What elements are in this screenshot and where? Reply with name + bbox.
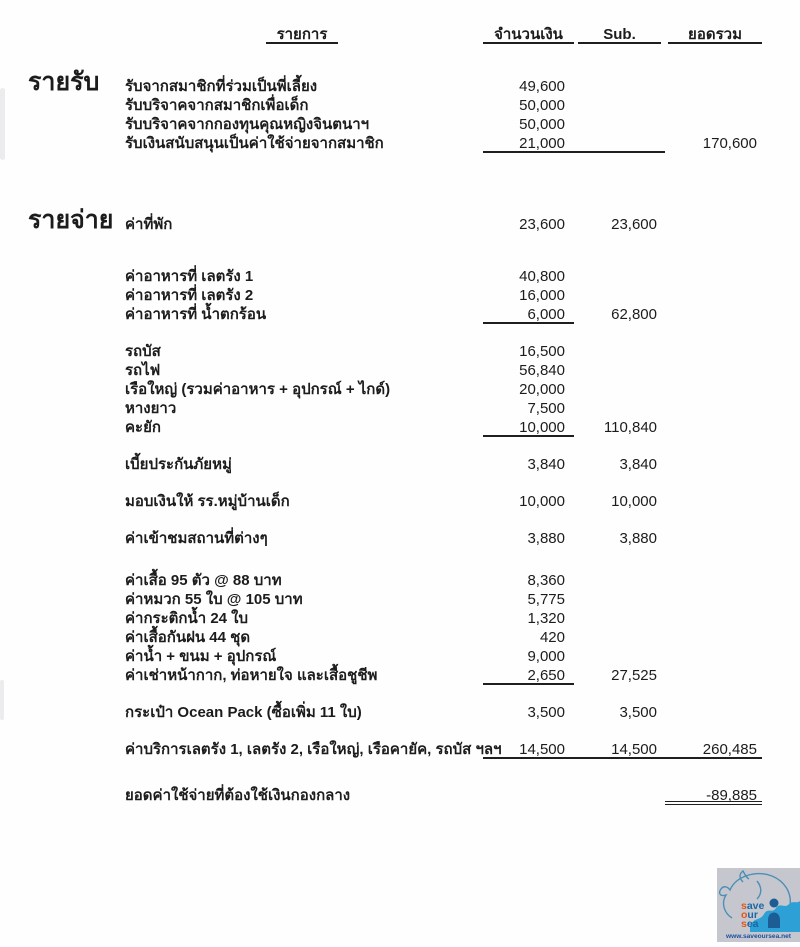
amount-cell xyxy=(483,786,574,805)
amount-cell: 6,000 xyxy=(483,305,574,324)
row-group xyxy=(0,455,800,474)
total-cell xyxy=(665,96,762,115)
sub-cell: 27,525 xyxy=(611,667,657,684)
table-row xyxy=(0,455,800,474)
amount-cell: 21,000 xyxy=(483,134,574,153)
amount-cell: 2,650 xyxy=(483,666,574,685)
total-cell: 260,485 xyxy=(665,740,762,759)
amount-cell: 7,500 xyxy=(527,400,565,417)
table-row xyxy=(0,215,800,234)
item-label: มอบเงินให้ รร.หมู่บ้านเด็ก xyxy=(125,493,290,510)
section-title: รายจ่าย xyxy=(28,206,114,234)
column-header-items: รายการ xyxy=(266,25,338,44)
sheet-section xyxy=(0,68,800,153)
sub-cell xyxy=(574,590,665,609)
sub-cell: 3,500 xyxy=(619,704,657,721)
total-cell xyxy=(665,609,762,628)
item-label: เรือใหญ่ (รวมค่าอาหาร + อุปกรณ์ + ไกด์) xyxy=(125,381,391,398)
sheet-section xyxy=(0,206,800,805)
row-group xyxy=(0,529,800,548)
row-group xyxy=(0,703,800,722)
total-cell xyxy=(665,529,762,548)
amount-cell: 420 xyxy=(539,629,565,646)
total-cell xyxy=(665,115,762,134)
table-row xyxy=(0,77,800,96)
item-label: ค่าอาหารที่ น้ำตกร้อน xyxy=(125,306,267,323)
table-row xyxy=(0,342,800,361)
sub-cell xyxy=(574,609,665,628)
sub-cell: 110,840 xyxy=(603,419,657,436)
section-title: รายรับ xyxy=(28,68,100,96)
sub-cell: 10,000 xyxy=(611,493,657,510)
sections-root xyxy=(0,68,800,805)
row-group xyxy=(0,740,800,759)
svg-text:our: our xyxy=(741,909,758,921)
table-row xyxy=(0,590,800,609)
item-label: รับบริจาคจากสมาชิกเพื่อเด็ก xyxy=(125,97,309,114)
table-row xyxy=(0,286,800,305)
amount-cell: 10,000 xyxy=(519,493,565,510)
sub-cell xyxy=(574,786,665,805)
section-groups xyxy=(0,215,800,805)
table-row xyxy=(0,361,800,380)
table-row xyxy=(0,703,800,722)
total-cell xyxy=(665,418,762,437)
table-row xyxy=(0,529,800,548)
row-group xyxy=(0,267,800,324)
item-label: คะยัก xyxy=(125,419,161,436)
table-row xyxy=(0,305,800,324)
sub-cell: 3,840 xyxy=(619,456,657,473)
sub-cell: 14,500 xyxy=(574,740,665,759)
sub-cell xyxy=(574,628,665,647)
sub-cell xyxy=(574,399,665,418)
amount-cell: 50,000 xyxy=(519,116,565,133)
item-label: ค่าเสื้อ 95 ตัว @ 88 บาท xyxy=(125,572,282,589)
table-row xyxy=(0,267,800,286)
total-cell xyxy=(665,571,762,590)
sub-cell xyxy=(574,380,665,399)
table-row xyxy=(0,96,800,115)
item-label: ค่าเสื้อกันฝน 44 ชุด xyxy=(125,629,251,646)
item-label: ค่าน้ำ + ขนม + อุปกรณ์ xyxy=(125,648,277,665)
table-row xyxy=(0,571,800,590)
total-cell xyxy=(665,215,762,234)
table-row xyxy=(0,609,800,628)
column-header-sub: Sub. xyxy=(578,25,661,44)
total-cell xyxy=(665,647,762,666)
total-cell xyxy=(665,492,762,511)
amount-cell: 23,600 xyxy=(519,216,565,233)
item-label: ค่าบริการเลตรัง 1, เลตรัง 2, เรือใหญ่, เรือคายัค, รถบัส ฯลฯ xyxy=(125,741,502,758)
amount-cell: 3,880 xyxy=(527,530,565,547)
sub-cell xyxy=(574,115,665,134)
amount-cell: 56,840 xyxy=(519,362,565,379)
item-label: รับเงินสนับสนุนเป็นค่าใช้จ่ายจากสมาชิก xyxy=(125,135,384,152)
sub-cell xyxy=(574,342,665,361)
item-label: ค่าหมวก 55 ใบ @ 105 บาท xyxy=(125,591,303,608)
table-row xyxy=(0,740,800,759)
sub-cell xyxy=(574,267,665,286)
svg-text:sea: sea xyxy=(741,918,759,930)
item-label: ค่าเช่าหน้ากาก, ท่อหายใจ และเสื้อชูชีพ xyxy=(125,667,378,684)
row-group xyxy=(0,492,800,511)
item-label: ยอดค่าใช้จ่ายที่ต้องใช้เงินกองกลาง xyxy=(125,787,351,804)
total-cell xyxy=(665,590,762,609)
row-group xyxy=(0,215,800,234)
item-label: ค่าอาหารที่ เลตรัง 1 xyxy=(125,268,254,285)
row-group xyxy=(0,77,800,153)
total-cell xyxy=(665,628,762,647)
item-label: ค่าที่พัก xyxy=(125,216,173,233)
table-row xyxy=(0,134,800,153)
table-row xyxy=(0,786,800,805)
total-cell xyxy=(665,77,762,96)
table-header-row xyxy=(0,25,800,44)
sub-cell xyxy=(574,134,665,153)
item-label: ค่ากระติกน้ำ 24 ใบ xyxy=(125,610,249,627)
item-label: กระเป๋า Ocean Pack (ซื้อเพิ่ม 11 ใบ) xyxy=(125,704,362,721)
sub-cell xyxy=(574,361,665,380)
logo-url: www.saveoursea.net xyxy=(726,933,791,940)
amount-cell: 50,000 xyxy=(519,97,565,114)
amount-cell: 16,500 xyxy=(519,343,565,360)
sub-cell xyxy=(574,96,665,115)
table-row xyxy=(0,666,800,685)
amount-cell: 5,775 xyxy=(527,591,565,608)
table-row xyxy=(0,647,800,666)
total-cell xyxy=(665,666,762,685)
row-group xyxy=(0,786,800,805)
sub-cell xyxy=(574,571,665,590)
total-cell xyxy=(665,703,762,722)
item-label: รถไฟ xyxy=(125,362,161,379)
amount-cell: 14,500 xyxy=(483,740,574,759)
sub-cell xyxy=(574,647,665,666)
item-label: รับจากสมาชิกที่ร่วมเป็นพี่เลี้ยง xyxy=(125,78,318,95)
total-cell xyxy=(665,342,762,361)
section-groups xyxy=(0,77,800,153)
column-header-amount: จำนวนเงิน xyxy=(483,25,574,44)
amount-cell: 20,000 xyxy=(519,381,565,398)
total-cell xyxy=(665,286,762,305)
table-row xyxy=(0,628,800,647)
item-label: เบี้ยประกันภัยหมู่ xyxy=(125,456,232,473)
row-group xyxy=(0,571,800,685)
item-label: หางยาว xyxy=(125,400,177,417)
amount-cell: 1,320 xyxy=(527,610,565,627)
table-row xyxy=(0,399,800,418)
table-row xyxy=(0,115,800,134)
total-cell xyxy=(665,455,762,474)
total-cell xyxy=(665,380,762,399)
amount-cell: 49,600 xyxy=(519,78,565,95)
table-row xyxy=(0,380,800,399)
total-cell: -89,885 xyxy=(665,786,762,805)
amount-cell: 10,000 xyxy=(483,418,574,437)
amount-cell: 3,840 xyxy=(527,456,565,473)
item-label: รับบริจาคจากกองทุนคุณหญิงจินตนาฯ xyxy=(125,116,370,133)
row-group xyxy=(0,342,800,437)
item-label: ค่าเข้าชมสถานที่ต่างๆ xyxy=(125,530,268,547)
amount-cell: 40,800 xyxy=(519,268,565,285)
sub-cell xyxy=(574,77,665,96)
amount-cell: 8,360 xyxy=(527,572,565,589)
save-our-sea-logo xyxy=(717,868,800,942)
sub-cell xyxy=(574,286,665,305)
sub-cell: 3,880 xyxy=(619,530,657,547)
total-cell xyxy=(665,305,762,324)
item-label: ค่าอาหารที่ เลตรัง 2 xyxy=(125,287,254,304)
column-header-total: ยอดรวม xyxy=(668,25,762,44)
table-row xyxy=(0,492,800,511)
amount-cell: 3,500 xyxy=(527,704,565,721)
amount-cell: 9,000 xyxy=(527,648,565,665)
table-row xyxy=(0,418,800,437)
svg-text:save: save xyxy=(741,900,765,912)
sub-cell: 62,800 xyxy=(611,306,657,323)
amount-cell: 16,000 xyxy=(519,287,565,304)
total-cell: 170,600 xyxy=(702,135,757,152)
item-label: รถบัส xyxy=(125,343,161,360)
sub-cell: 23,600 xyxy=(611,216,657,233)
total-cell xyxy=(665,361,762,380)
total-cell xyxy=(665,267,762,286)
total-cell xyxy=(665,399,762,418)
